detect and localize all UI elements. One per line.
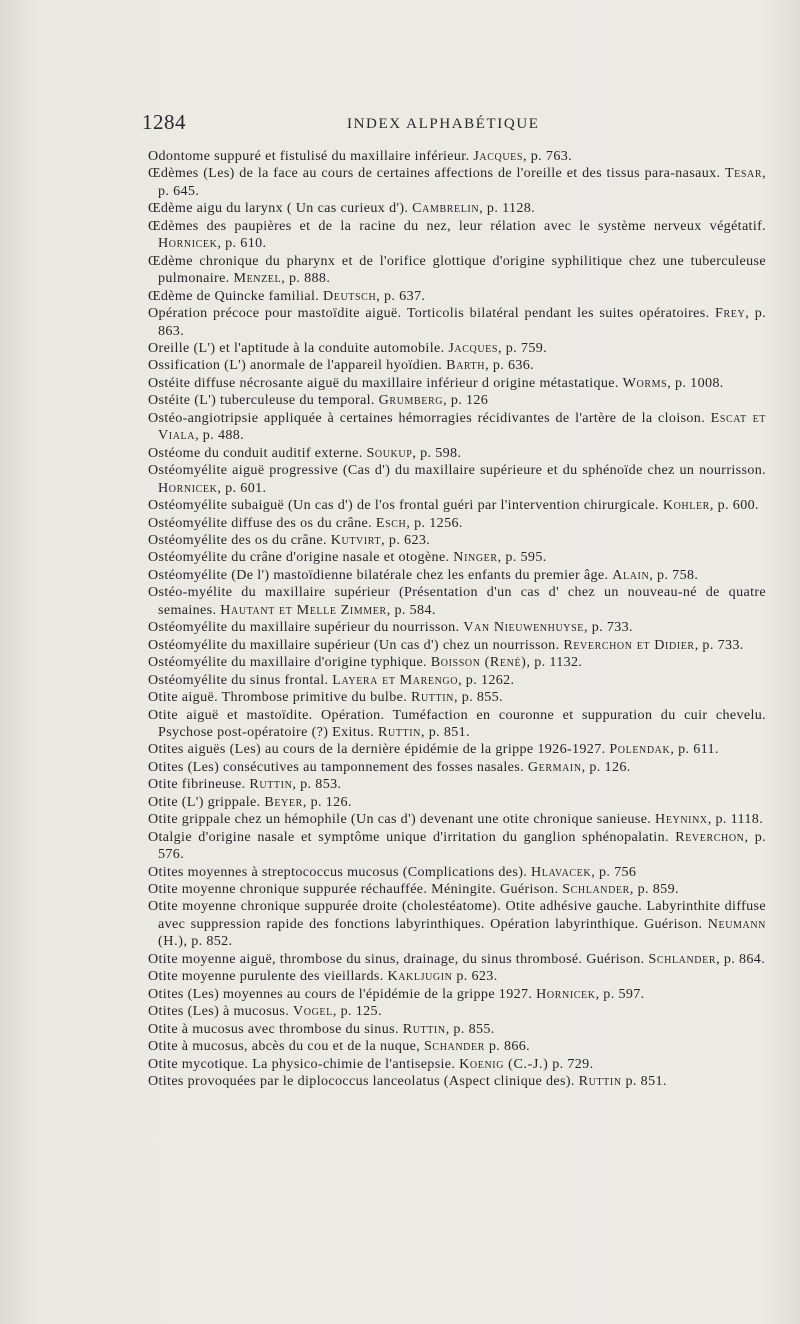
index-entry xyxy=(148,1003,766,1020)
entry-author: Alain xyxy=(612,566,650,583)
index-entry xyxy=(148,148,766,165)
entry-page-ref: , p. 488. xyxy=(195,427,245,444)
entry-text: Otite à mucosus avec thrombose du sinus. xyxy=(148,1020,403,1037)
page-number: 1284 xyxy=(142,110,186,134)
entry-author: Esch xyxy=(375,514,407,531)
entry-page-ref: p. 729. xyxy=(548,1055,594,1072)
entry-author: Vogel xyxy=(293,1003,333,1020)
index-entry xyxy=(148,532,766,549)
entry-author: Polendak xyxy=(609,741,671,758)
entry-author: Neumann (H.) xyxy=(158,915,766,950)
index-entry xyxy=(148,584,766,619)
entry-text: Otites aiguës (Les) au cours de la dernière épidémie de la grippe 1926-1927. xyxy=(148,741,610,758)
index-entry xyxy=(148,288,766,305)
entry-page-ref: , p. 126 xyxy=(443,392,489,409)
index-entry xyxy=(148,165,766,200)
entry-text: Ostéomyélite du maxillaire supérieur (Un cas d') chez un nourrisson. xyxy=(148,636,564,653)
entry-text: Otite à mucosus, abcès du cou et de la nuque, xyxy=(148,1038,424,1055)
entry-text: Ostéite diffuse nécrosante aiguë du maxillaire inférieur d origine métastatique. xyxy=(148,374,623,391)
index-entry xyxy=(148,1073,766,1090)
entry-page-ref: , p. 852. xyxy=(183,933,233,950)
entry-page-ref: , p. 598. xyxy=(412,444,462,461)
entry-author: Kutvirt xyxy=(330,531,382,548)
entry-text: Otalgie d'origine nasale et symptôme unique d'irritation du ganglion sphénopalatin. xyxy=(148,828,676,845)
index-entry xyxy=(148,375,766,392)
entry-page-ref: , p. 600. xyxy=(709,497,759,514)
entry-author: Worms xyxy=(622,374,668,391)
entry-page-ref: , p. 637. xyxy=(376,287,426,304)
entry-text: Œdème de Quincke familial. xyxy=(148,287,323,304)
entry-page-ref: p. 623. xyxy=(452,968,498,985)
entry-text: Ostéomyélite subaiguë (Un cas d') de l'os frontal guéri par l'intervention chirurgicale. xyxy=(148,497,663,514)
entry-author: Deutsch xyxy=(323,287,377,304)
entry-text: Œdème chronique du pharynx et de l'orifice glottique d'origine syphilitique chez une tuberculeuse pulmonaire. xyxy=(148,252,766,287)
entry-page-ref: p. 866. xyxy=(484,1038,531,1055)
entry-page-ref: , p. 1132. xyxy=(526,654,583,671)
entry-author: Ninger xyxy=(453,549,498,566)
entry-page-ref: , p. 576. xyxy=(158,828,766,863)
entry-text: Otite (L') grippale. xyxy=(148,793,265,810)
entry-text: Otite moyenne purulente des vieillards. xyxy=(148,968,388,985)
entry-page-ref: , p. 126. xyxy=(581,758,631,775)
entry-page-ref: , p. 645. xyxy=(158,165,766,199)
entry-author: Koenig (C.-J.) xyxy=(459,1055,549,1072)
entry-author: Schlander xyxy=(648,950,717,967)
entry-text: Otite aiguë. Thrombose primitive du bulbe. xyxy=(148,689,411,706)
index-entry xyxy=(148,864,766,881)
index-entry xyxy=(148,881,766,898)
entry-text: Ostéomyélite diffuse des os du crâne. xyxy=(148,514,376,531)
index-entry xyxy=(148,707,766,742)
page-title: INDEX ALPHABÉTIQUE xyxy=(347,116,540,132)
entry-author: Layera et Marengo xyxy=(332,671,459,688)
index-entry xyxy=(148,619,766,636)
entry-page-ref: , p. 1008. xyxy=(667,374,724,391)
entry-author: Jacques xyxy=(448,339,499,356)
entry-page-ref: , p. 601. xyxy=(217,479,267,496)
entry-text: Ostéite (L') tuberculeuse du temporal. xyxy=(148,392,379,409)
entry-author: Menzel xyxy=(233,270,282,287)
entry-text: Otite mycotique. La physico-chimie de l'antisepsie. xyxy=(148,1055,460,1072)
entry-page-ref: , p. 597. xyxy=(595,985,645,1002)
entry-text: Otites moyennes à streptococcus mucosus (Complications des). xyxy=(148,863,532,880)
entry-page-ref: , p. 758. xyxy=(649,566,699,583)
entry-page-ref: , p. 126. xyxy=(302,793,352,810)
index-entry xyxy=(148,689,766,706)
index-entry xyxy=(148,672,766,689)
entry-text: Œdème aigu du larynx ( Un cas curieux d'). xyxy=(148,200,413,217)
entry-author: Germain xyxy=(527,758,582,775)
index-entry xyxy=(148,829,766,864)
index-entry xyxy=(148,357,766,374)
index-entry xyxy=(148,445,766,462)
entry-author: Ruttin xyxy=(402,1020,446,1037)
entry-author: Kakljugin xyxy=(387,968,453,985)
entry-page-ref: , p. 595. xyxy=(497,549,547,566)
entry-text: Ostéomyélite (De l') mastoïdienne bilatérale chez les enfants du premier âge. xyxy=(148,566,613,583)
entry-author: Boisson (René) xyxy=(430,654,527,671)
entry-page-ref: , p. 756 xyxy=(591,863,637,880)
entry-page-ref: , p. 859. xyxy=(629,881,679,898)
index-entry xyxy=(148,898,766,950)
entry-author: Barth xyxy=(446,357,486,374)
entry-author: Grumberg xyxy=(378,392,444,409)
entry-author: Hornicek xyxy=(536,985,596,1002)
entry-author: Ruttin xyxy=(249,776,293,793)
index-entries xyxy=(148,148,766,1090)
entry-page-ref: , p. 623. xyxy=(381,531,431,548)
index-entry xyxy=(148,305,766,340)
index-entry xyxy=(148,1038,766,1055)
entry-text: Ostéo-angiotripsie appliquée à certaines hémorragies récidivantes de l'artère de la cloison. xyxy=(148,409,711,426)
entry-author: Jacques xyxy=(473,148,524,164)
entry-text: Ostéo-myélite du maxillaire supérieur (Présentation d'un cas d' chez un nouveau-né de quatre semaines. xyxy=(148,584,766,618)
entry-author: Tesar xyxy=(724,165,763,182)
entry-text: Otites (Les) consécutives au tamponnement des fosses nasales. xyxy=(148,758,528,775)
entry-page-ref: , p. 636. xyxy=(485,357,535,374)
entry-page-ref: , p. 611. xyxy=(670,741,719,758)
entry-text: Otite moyenne aiguë, thrombose du sinus, drainage, du sinus thrombosé. Guérison. xyxy=(148,950,649,967)
entry-author: Reverchon et Didier xyxy=(563,636,695,653)
entry-text: Ostéomyélite aiguë progressive (Cas d') du maxillaire supérieure et du sphénoïde chez un nourrisson. xyxy=(148,462,766,479)
index-entry xyxy=(148,253,766,288)
index-entry xyxy=(148,200,766,217)
entry-text: Ostéomyélite du maxillaire supérieur du nourrisson. xyxy=(148,619,464,636)
entry-page-ref: , p. 863. xyxy=(158,305,766,339)
index-entry xyxy=(148,392,766,409)
entry-page-ref: , p. 851. xyxy=(421,723,470,740)
entry-author: Schander xyxy=(423,1038,485,1055)
entry-author: Schlander xyxy=(562,881,630,898)
index-entry xyxy=(148,968,766,985)
index-entry xyxy=(148,794,766,811)
entry-page-ref: , p. 763. xyxy=(523,148,572,164)
entry-text: Odontome suppuré et fistulisé du maxillaire inférieur. xyxy=(148,148,474,164)
entry-page-ref: , p. 733. xyxy=(583,619,633,636)
entry-author: Ruttin xyxy=(578,1073,622,1090)
entry-page-ref: , p. 855. xyxy=(445,1020,495,1037)
entry-page-ref: , p. 1256. xyxy=(406,514,463,531)
entry-author: Cambrelin xyxy=(412,200,480,217)
entry-page-ref: , p. 733. xyxy=(694,636,744,653)
entry-text: Otite aiguë et mastoïdite. Opération. Tuméfaction en couronne et suppuration du cuir chevelu. Psychose post-opératoire (?) Exitus. xyxy=(148,706,766,740)
entry-author: Heyninx xyxy=(655,811,708,828)
entry-text: Ostéomyélite du crâne d'origine nasale et otogène. xyxy=(148,549,454,566)
entry-author: Ruttin xyxy=(410,689,454,706)
index-entry xyxy=(148,549,766,566)
entry-page-ref: , p. 1262. xyxy=(458,671,515,688)
entry-page-ref: , p. 759. xyxy=(498,339,547,356)
entry-page-ref: , p. 1118. xyxy=(707,811,764,828)
index-entry xyxy=(148,410,766,445)
entry-author: Kohler xyxy=(662,497,710,514)
entry-author: Beyer xyxy=(264,793,303,810)
entry-page-ref: , p. 584. xyxy=(386,601,436,618)
index-entry xyxy=(148,1021,766,1038)
index-entry xyxy=(148,951,766,968)
entry-page-ref: p. 851. xyxy=(621,1073,667,1090)
index-entry xyxy=(148,1056,766,1073)
entry-author: Hornicek xyxy=(158,235,218,252)
entry-author: Frey xyxy=(715,305,746,322)
entry-text: Opération précoce pour mastoïdite aiguë. Torticolis bilatéral pendant les suites opératoires. xyxy=(148,305,716,322)
entry-text: Ostéomyélite des os du crâne. xyxy=(148,531,331,548)
entry-text: Ostéomyélite du maxillaire d'origine typhique. xyxy=(148,654,431,671)
index-entry xyxy=(148,776,766,793)
index-entry xyxy=(148,741,766,758)
entry-text: Ostéome du conduit auditif externe. xyxy=(148,444,367,461)
entry-text: Otites provoquées par le diplococcus lanceolatus (Aspect clinique des). xyxy=(148,1073,579,1090)
entry-page-ref: , p. 610. xyxy=(217,235,267,252)
entry-author: Escat et Viala xyxy=(158,409,766,444)
index-entry xyxy=(148,654,766,671)
entry-page-ref: , p. 888. xyxy=(281,270,331,287)
entry-page-ref: , p. 1128. xyxy=(479,200,536,217)
index-entry xyxy=(148,515,766,532)
index-entry xyxy=(148,340,766,357)
index-entry xyxy=(148,567,766,584)
entry-page-ref: , p. 125. xyxy=(332,1003,382,1020)
entry-text: Ostéomyélite du sinus frontal. xyxy=(148,671,333,688)
entry-text: Otites (Les) à mucosus. xyxy=(148,1003,294,1020)
entry-author: Hlavacek xyxy=(531,863,592,880)
entry-author: Hornicek xyxy=(158,479,218,496)
entry-text: Otite moyenne chronique suppurée réchauffée. Méningite. Guérison. xyxy=(148,881,563,898)
entry-text: Otite moyenne chronique suppurée droite (cholestéatome). Otite adhésive gauche. Labyrinthite diffuse avec suppression rapide des fonctions labyrinthiques. Opération labyrinthique. Guérison. xyxy=(148,898,766,932)
entry-author: Ruttin xyxy=(378,723,421,740)
entry-page-ref: , p. 853. xyxy=(292,776,342,793)
entry-text: Otite grippale chez un hémophile (Un cas d') devenant une otite chronique sanieuse. xyxy=(148,811,656,828)
index-entry xyxy=(148,218,766,253)
entry-text: Otites (Les) moyennes au cours de l'épidémie de la grippe 1927. xyxy=(148,985,537,1002)
index-entry xyxy=(148,462,766,497)
index-entry xyxy=(148,986,766,1003)
page-header xyxy=(142,110,752,140)
entry-text: Œdèmes des paupières et de la racine du nez, leur rélation avec le système nerveux végétatif. xyxy=(148,217,766,234)
entry-text: Oreille (L') et l'aptitude à la conduite automobile. xyxy=(148,339,449,356)
entry-author: Hautant et Melle Zimmer xyxy=(220,601,387,618)
index-entry xyxy=(148,759,766,776)
entry-page-ref: , p. 864. xyxy=(716,950,766,967)
entry-text: Otite fibrineuse. xyxy=(148,776,250,793)
index-entry xyxy=(148,811,766,828)
entry-text: Ossification (L') anormale de l'appareil hyoïdien. xyxy=(148,357,447,374)
index-entry xyxy=(148,497,766,514)
entry-author: Van Nieuwenhuyse xyxy=(463,619,584,636)
entry-text: Œdèmes (Les) de la face au cours de certaines affections de l'oreille et des tissus para-nasaux. xyxy=(148,165,725,182)
entry-page-ref: , p. 855. xyxy=(453,689,503,706)
index-entry xyxy=(148,637,766,654)
entry-author: Soukup xyxy=(366,444,413,461)
entry-author: Reverchon xyxy=(675,828,745,845)
